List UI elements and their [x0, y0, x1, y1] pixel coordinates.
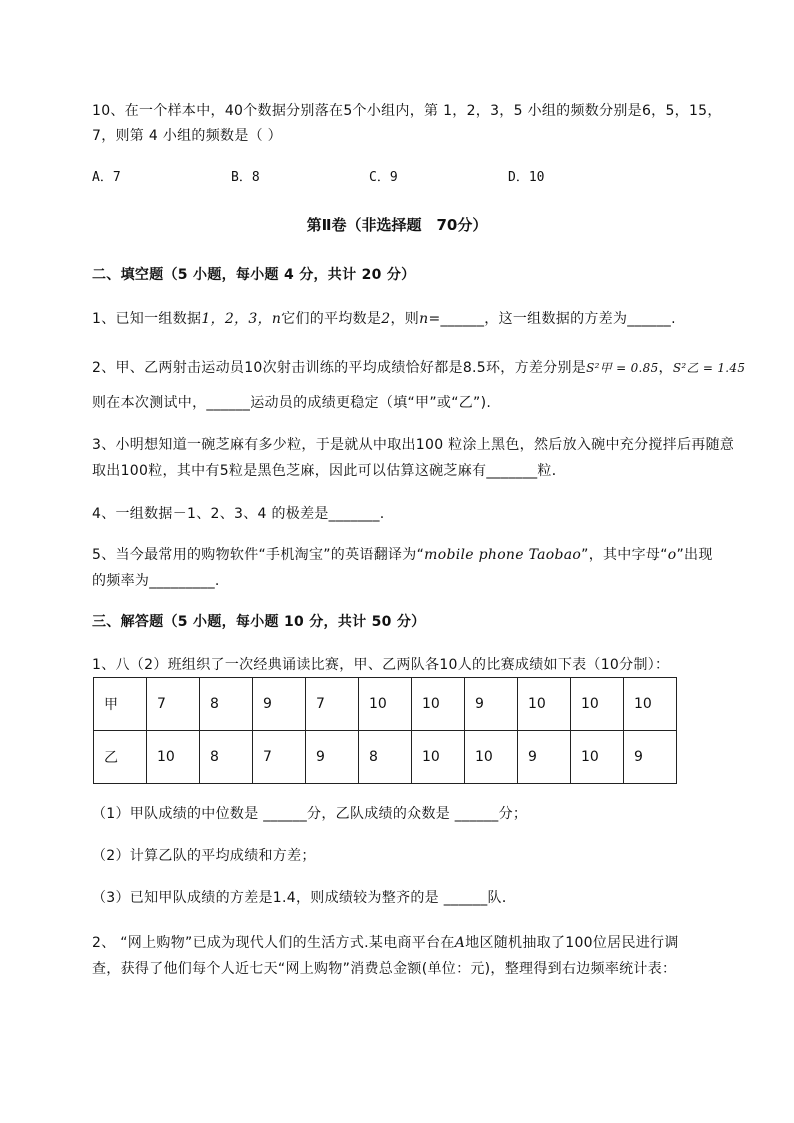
fill-q2-line2: 则在本次测试中，______运动员的成绩更稳定（填“甲”或“乙”). [92, 395, 492, 411]
option-a: A．7 [92, 170, 121, 185]
table-cell: 10 [147, 731, 200, 784]
fill-q2-sep: ， [658, 360, 673, 376]
fill-q1-a: 1、已知一组数据 [92, 311, 202, 327]
table-cell: 10 [571, 678, 624, 731]
fill-q1-n2: n [419, 311, 429, 327]
fill-q5-line1 [92, 541, 732, 569]
fill-q5-phrase: mobile phone Taobao [424, 547, 582, 563]
fill-q1-f: =______，这一组数据的方差为______. [428, 311, 676, 327]
q10-line1: 10、在一个样本中，40个数据分别落在5个小组内，第 1，2，3，5 小组的频数分别是6，5，15， [92, 103, 722, 119]
section3-title: 三、解答题（5 小题，每小题 10 分，共计 50 分） [92, 614, 426, 630]
solve-q1-sub2: （2）计算乙队的平均成绩和方差； [92, 848, 316, 864]
part2-title: 第Ⅱ卷（非选择题 70分） [306, 216, 488, 234]
fill-q1-c: 它们的平均数是 [281, 311, 382, 327]
option-b: B．8 [231, 170, 260, 185]
solve-q2-line1 [92, 929, 732, 957]
table-cell: 10 [518, 678, 571, 731]
table-cell: 10 [571, 731, 624, 784]
table-cell: 9 [518, 731, 571, 784]
solve-q2-line2: 查，获得了他们每个人近七天“网上购物”消费总金额(单位：元)，整理得到右边频率统计表： [92, 961, 677, 977]
solve-q1-sub1: （1）甲队成绩的中位数是 ______分，乙队成绩的众数是 ______分； [92, 806, 528, 822]
solve-q2-a: 2、 “网上购物”已成为现代人们的生活方式.某电商平台在 [92, 935, 455, 951]
table-cell: 7 [147, 678, 200, 731]
table-cell: 10 [359, 678, 412, 731]
row-label: 乙 [94, 731, 147, 784]
fill-q2-line1 [92, 354, 746, 382]
table-row [94, 731, 677, 784]
fill-q3-line1: 3、小明想知道一碗芝麻有多少粒，于是就从中取出100 粒涂上黑色，然后放入碗中充分搅拌后再随意 [92, 437, 735, 453]
option-c: C．9 [369, 170, 398, 185]
fill-q2-s1: S²甲 = 0.85 [586, 361, 659, 375]
table-cell: 8 [200, 678, 253, 731]
table-cell: 9 [253, 678, 306, 731]
solve-q1-intro: 1、八（2）班组织了一次经典诵读比赛，甲、乙两队各10人的比赛成绩如下表（10分制）： [92, 657, 670, 673]
fill-q2-s2: S²乙 = 1.45 [672, 361, 746, 375]
fill-q3-line2: 取出100粒，其中有5粒是黑色芝麻，因此可以估算这碗芝麻有_______粒． [92, 463, 567, 479]
table-cell: 10 [624, 678, 677, 731]
table-cell: 9 [306, 731, 359, 784]
table-cell: 8 [200, 731, 253, 784]
fill-q1-data: 1，2，3， [201, 311, 272, 327]
q10-line2: 7，则第 4 小组的频数是（ ） [92, 128, 282, 144]
table-cell: 7 [306, 678, 359, 731]
table-cell: 7 [253, 731, 306, 784]
section2-title: 二、填空题（5 小题，每小题 4 分，共计 20 分） [92, 267, 416, 283]
table-cell: 10 [412, 678, 465, 731]
fill-q1 [92, 305, 732, 333]
fill-q1-n: n [271, 311, 282, 327]
fill-q5-line2: 的频率为_________. [92, 573, 220, 589]
row-label: 甲 [94, 678, 147, 731]
fill-q4: 4、一组数据－1、2、3、4 的极差是_______. [92, 506, 385, 522]
fill-q1-mean: 2 [381, 311, 391, 327]
table-cell: 9 [624, 731, 677, 784]
table-cell: 8 [359, 731, 412, 784]
table-cell: 9 [465, 678, 518, 731]
fill-q5-a: 5、当今最常用的购物软件“手机淘宝”的英语翻译为“ [92, 547, 425, 563]
score-table [93, 677, 677, 784]
fill-q2-text: 2、甲、乙两射击运动员10次射击训练的平均成绩恰好都是8.5环，方差分别是 [92, 360, 587, 376]
fill-q1-e: ，则 [390, 311, 420, 327]
fill-q5-letter: o [667, 547, 677, 563]
table-cell: 10 [465, 731, 518, 784]
table-cell: 10 [412, 731, 465, 784]
fill-q5-c: ”，其中字母“ [581, 547, 668, 563]
solve-q1-sub3: （3）已知甲队成绩的方差是1.4，则成绩较为整齐的是 ______队． [92, 890, 517, 906]
fill-q5-e: ”出现 [676, 547, 713, 563]
solve-q2-region: A [454, 935, 466, 951]
option-d: D．10 [508, 170, 545, 185]
table-row [94, 678, 677, 731]
solve-q2-b: 地区随机抽取了100位居民进行调 [465, 935, 679, 951]
